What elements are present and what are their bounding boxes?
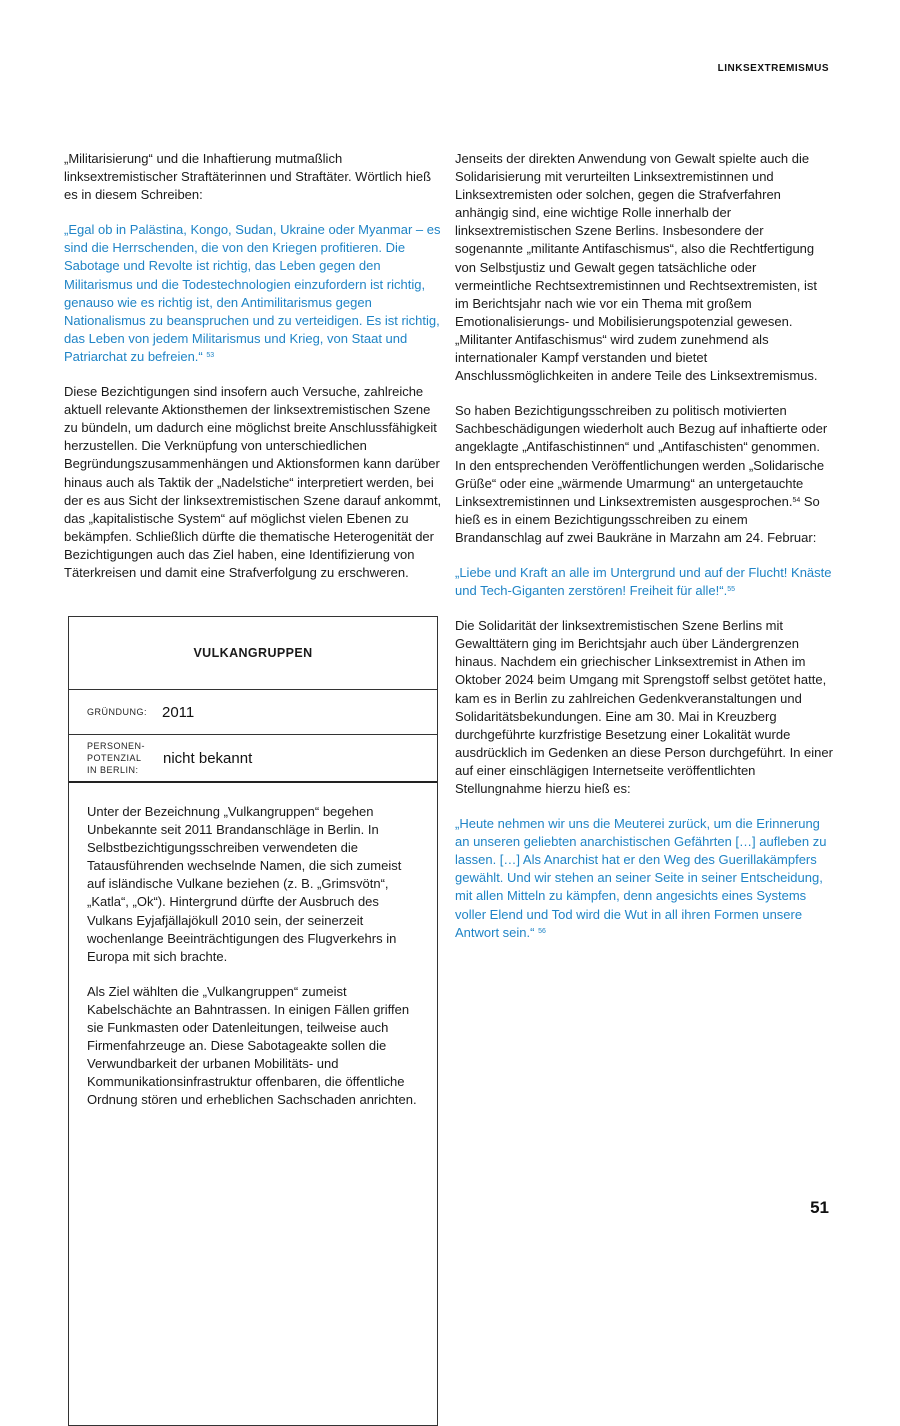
right-column <box>455 150 833 959</box>
infobox-paragraph: Als Ziel wählten die „Vulkangruppen“ zumeist Kabelschächte an Bahntrassen. In einigen Fällen griffen sie Funkmasten oder Datenleitungen, teilweise auch Firmenfahrzeuge an. Diese Sabotageakte sollen die Verwundbarkeit der urbanen Mobilitäts- und Kommunikationsinfrastruktur offenbaren, die öffentliche Ordnung stören und erheblichen Sachschaden anrichten. <box>87 983 417 1108</box>
footnote-ref: 56 <box>538 927 546 935</box>
potential-label-line: POTENZIAL <box>87 753 142 763</box>
quote-text: „Liebe und Kraft an alle im Untergrund und auf der Flucht! Knäste und Tech-Giganten zerstören! Freiheit für alle!“. <box>455 564 832 599</box>
infobox-paragraph: Unter der Bezeichnung „Vulkangruppen“ begehen Unbekannte seit 2011 Brandanschläge in Berlin. In Selbstbezichtigungsschreiben verwendeten die Tatausführenden wechselnde Namen, die sich zumeist auf isländische Vulkane beziehen (z. B. „Grimsvötn“, „Katla“, „Ok“). Hintergrund dürfte der Ausbruch des Vulkans Eyjafjällajökull 2010 sein, der seinerzeit wochenlange Beeinträchtigungen des Flugverkehrs in Europa mit sich brachte. <box>87 804 402 964</box>
potential-value: nicht bekannt <box>163 749 253 767</box>
quote-text: „Egal ob in Palästina, Kongo, Sudan, Ukraine oder Myanmar – es sind die Herrschenden, die von den Kriegen profitieren. Die Sabotage und Revolte ist richtig, das Leben gegen den Militarismus und die Todestechnologien einzufordern ist richtig, genauso wie es richtig ist, den Antimilitarismus gegen Nationalismus zu beanspruchen und zu verteidigen. Es ist richtig, das Leben von jedem Militarismus und Krieg, von Staat und Patriarchat zu befreien.“ <box>64 222 441 364</box>
paragraph: „Militarisierung“ und die Inhaftierung mutmaßlich linksextremistischer Straftäterinnen und Straftäter. Wörtlich hieß es in diesem Schreiben: <box>64 151 432 203</box>
founding-value: 2011 <box>162 703 195 721</box>
potential-label-line: IN BERLIN: <box>87 765 139 775</box>
paragraph: Jenseits der direkten Anwendung von Gewalt spielte auch die Solidarisierung mit verurteilten Linksextremistinnen und Linksextremisten oder solchen, gegen die Strafverfahren anhängig sind, eine wichtige Rolle innerhalb der linksextremistischen Szene Berlins. Insbesondere der sogenannte „militante Antifaschismus“, also die Rechtfertigung von Selbstjustiz und Gewalt gegen tatsächliche oder vermeintliche Rechtsextremistinnen und Rechtsextremisten, ist im Berichtsjahr nach wie vor ein Thema mit großem Emotionalisierungs- und Mobilisierungspotenzial gewesen. „Militanter Antifaschismus“ wird zudem zunehmend als internationaler Kampf verstanden und bietet Anschlussmöglichkeiten in andere Teile des Linksextremismus. <box>455 151 818 384</box>
blockquote <box>64 221 442 366</box>
infobox-vulkangruppen <box>68 616 438 1426</box>
blockquote <box>455 564 833 600</box>
section-label: LINKSEXTREMISMUS <box>717 63 829 74</box>
potential-label-line: PERSONEN- <box>87 741 146 751</box>
paragraph: Diese Bezichtigungen sind insofern auch Versuche, zahlreiche aktuell relevante Aktionsthemen der linksextremistischen Szene zu bündeln, um dadurch eine möglichst breite Anschlussfähigkeit herzustellen. Die Verknüpfung von unterschiedlichen Begründungszusammenhängen und Aktionsformen kann darüber hinaus auch als Taktik der „Nadelstiche“ interpretiert werden, bei der es aus Sicht der linksextremistischen Szene darauf ankommt, das „kapitalistische System“ auf möglichst vielen Ebenen zu bekämpfen. Schließlich dürfte die thematische Heterogenität der Bezichtigungen auch das Ziel haben, eine Identifizierung von Täterkreisen und damit eine Strafverfolgung zu erschweren. <box>64 384 442 580</box>
infobox-row-potential <box>69 735 437 783</box>
paragraph <box>455 402 833 547</box>
potential-label <box>87 740 163 776</box>
founding-label: GRÜNDUNG: <box>87 707 147 717</box>
page-number: 51 <box>810 1198 829 1217</box>
infobox-title: VULKANGRUPPEN <box>69 617 437 690</box>
footnote-ref: 55 <box>727 586 735 594</box>
footnote-ref: 54 <box>792 496 801 504</box>
left-column <box>64 150 442 599</box>
paragraph: Die Solidarität der linksextremistischen Szene Berlins mit Gewalttätern ging im Berichtsjahr auch über Ländergrenzen hinaus. Nachdem ein griechischer Linksextremist in Athen im Oktober 2024 beim Umgang mit Sprengstoff selbst getötet hatte, kam es in Berlin zu zahlreichen Gedenkveranstaltungen und Solidaritätsbekundungen. Eine am 30. Mai in Kreuzberg durchgeführte kurzfristige Besetzung einer Lokalität wurde ausdrücklich im Gedenken an diese Person durchgeführt. In einer auf einer einschlägigen Internetseite veröffentlichten Stellungnahme hierzu hieß es: <box>455 618 833 796</box>
infobox-body <box>69 783 437 1110</box>
footnote-ref: 53 <box>206 351 215 359</box>
blockquote <box>455 815 833 942</box>
infobox-row-founding <box>69 690 437 735</box>
paragraph-text: So haben Bezichtigungsschreiben zu politisch motivierten Sachbeschädigungen wiederholt auch Bezug auf inhaftierte oder angeklagte „Antifaschistinnen“ und „Antifaschisten“ genommen. In den entsprechenden Veröffentlichungen werden „Solidarische Grüße“ oder eine „wärmende Umarmung“ an untergetauchte Linksextremistinnen und Linksextremisten ausgesprochen. <box>455 403 828 509</box>
paragraph-text: So hieß es in einem Bezichtigungsschreiben zu einem Brandanschlag auf zwei Baukräne in Marzahn am 24. Februar: <box>455 493 820 545</box>
quote-text: „Heute nehmen wir uns die Meuterei zurück, um die Erinnerung an unseren geliebten anarchistischen Gefährten […] aufleben zu lassen. […] Als Anarchist hat er den Weg des Guerillakämpfers gewählt. Und wir stehen an seiner Seite in seiner Entscheidung, mit allen Mitteln zu kämpfen, denn angesichts eines Systems voller Elend und Tod wird die Wut in all ihren Formen unsere Antwort sein.“ <box>455 816 827 940</box>
